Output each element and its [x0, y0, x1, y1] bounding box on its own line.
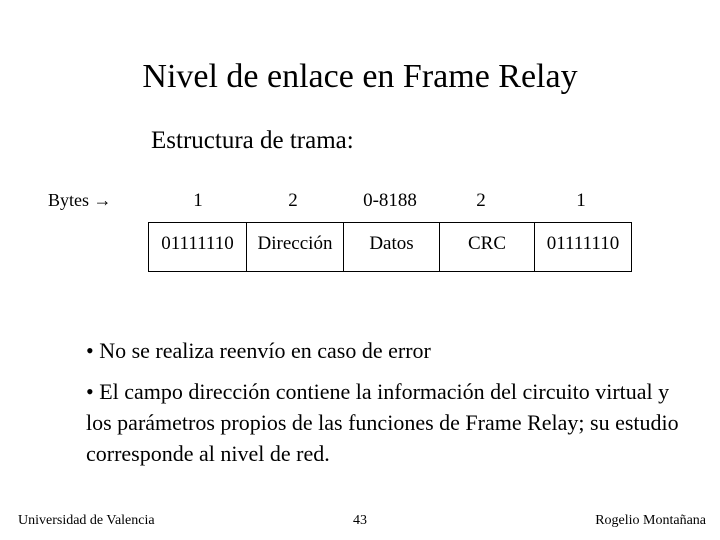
bullet-point: • No se realiza reenvío en caso de error [86, 338, 431, 363]
bytes-label: Bytes → [48, 190, 112, 210]
page-number: 43 [353, 513, 367, 528]
byte-count-data: 0-8188 [363, 190, 417, 211]
byte-count-flag-end: 1 [576, 190, 586, 211]
frame-field-data: Datos [344, 223, 440, 271]
frame-structure-table [148, 222, 632, 272]
footer-institution: Universidad de Valencia [18, 513, 155, 528]
byte-count-flag-start: 1 [193, 190, 203, 211]
section-heading: Estructura de trama: [151, 127, 354, 154]
frame-field-flag-start: 01111110 [149, 223, 247, 271]
footer-author: Rogelio Montañana [595, 513, 706, 528]
byte-count-crc: 2 [476, 190, 486, 211]
frame-field-crc: CRC [440, 223, 535, 271]
byte-count-address: 2 [288, 190, 298, 211]
frame-field-flag-end: 01111110 [546, 233, 620, 254]
slide-title: Nivel de enlace en Frame Relay [142, 58, 578, 95]
bullet-point: • El campo dirección contiene la información del circuito virtual y los parámetros propios de las funciones de Frame Relay; su estudio corresponde al nivel de red. [86, 379, 679, 466]
frame-field-address: Dirección [247, 223, 344, 271]
